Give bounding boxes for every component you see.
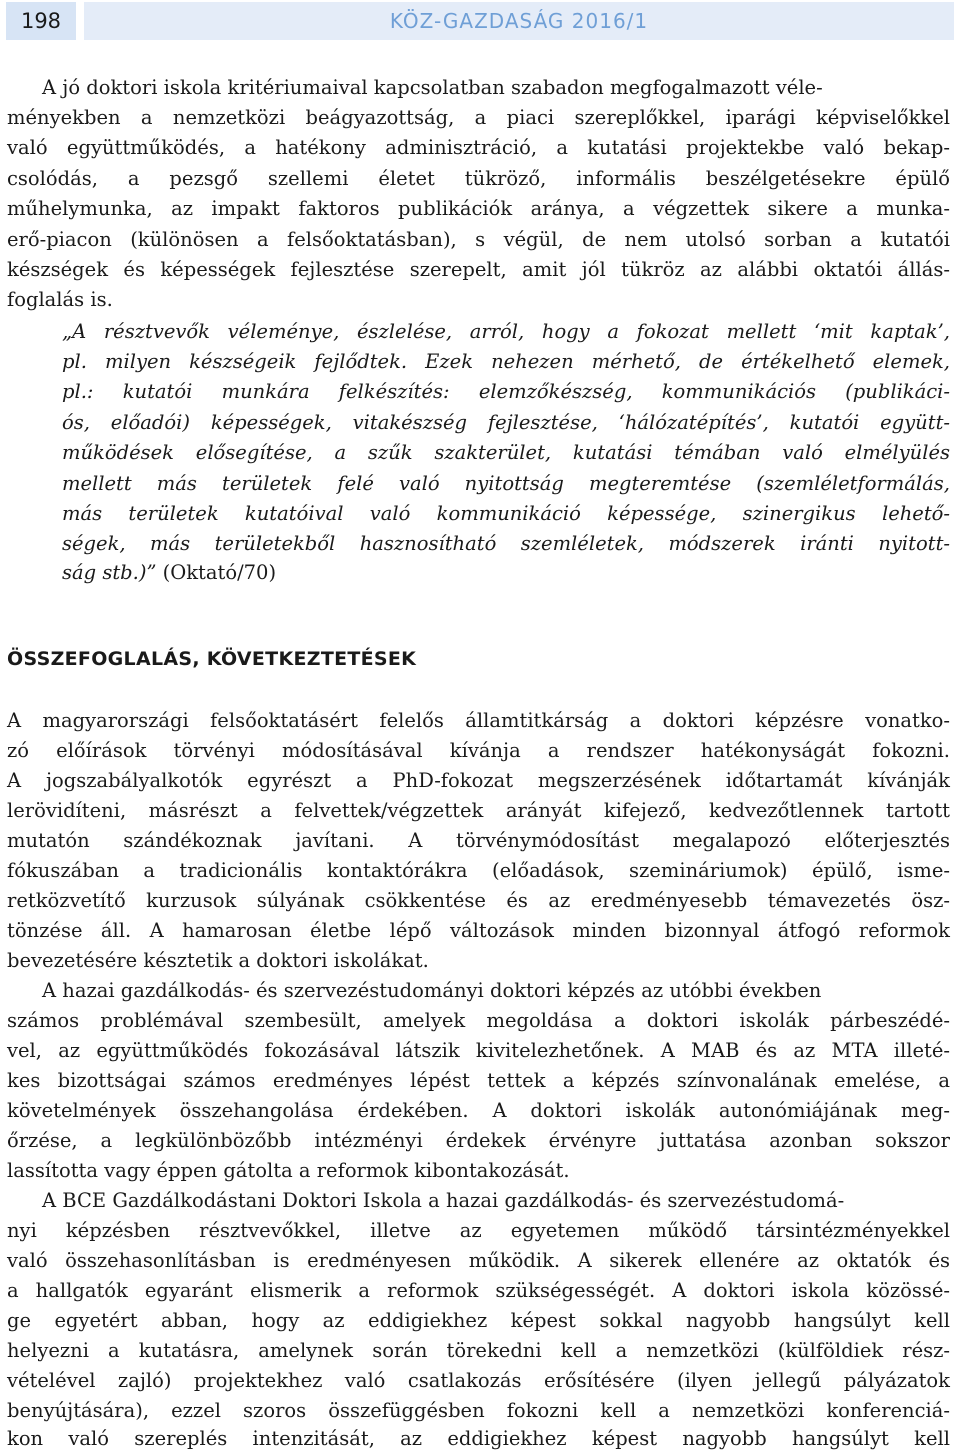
text-line: a hallgatók egyaránt elismerik a reformok szükségességét. A doktori iskola közössé- [7,1279,950,1302]
journal-title: KÖZ-GAZDASÁG 2016/1 [84,2,954,40]
text-line: való összehasonlításban is eredményesen működik. A sikerek ellenére az oktatók és [7,1249,950,1272]
text-line: mutatón szándékoznak javítani. A törvénymódosítást megalapozó előterjesztés [7,829,950,852]
page-header [6,2,954,40]
text-line: A hazai gazdálkodás- és szervezéstudományi doktori képzés az utóbbi években [42,979,822,1002]
text-line: számos problémával szembesült, amelyek megoldása a doktori iskolák párbeszédé- [7,1009,950,1032]
text-line: műhelymunka, az impakt faktoros publikációk aránya, a végzettek sikere a munka- [7,197,950,220]
text-line: tönzése áll. A hamarosan életbe lépő változások minden bizonnyal átfogó reformok [7,919,950,942]
quote-line: „A résztvevők véleménye, észlelése, arról, hogy a fokozat mellett ‘mit kaptak’, [62,320,950,343]
quote-last-line [62,558,950,587]
text-line: való együttműködés, a hatékony adminisztráció, a kutatási projektekbe való bekap- [7,136,950,159]
text-line: vel, az együttműködés fokozásával látszik kivitelezhetőnek. A MAB és az MTA illeté- [7,1039,950,1062]
text-line: ge egyetért abban, hogy az eddigiekhez képest sokkal nagyobb hangsúlyt kell [7,1309,950,1332]
text-line: helyezni a kutatásra, amelynek során törekedni kell a nemzetközi (külföldiek rész- [7,1339,950,1362]
quote-attribution: (Oktató/70) [156,561,277,584]
text-line: retközvetítő kurzusok súlyának csökkentése és az eredményesebb témavezetés ösz- [7,889,950,912]
text-line: nyi képzésben résztvevőkkel, illetve az egyetemen működő társintézményekkel [7,1219,950,1242]
text-line: A jogszabályalkotók egyrészt a PhD-fokozat megszerzésének időtartamát kívánják [7,769,950,792]
text-line: csolódás, a pezsgő szellemi életet tükröző, informális beszélgetésekre épülő [7,167,950,190]
text-line: zó előírások törvényi módosításával kívánja a rendszer hatékonyságát fokozni. [7,739,950,762]
quote-line: pl.: kutatói munkára felkészítés: elemzőkészség, kommunikációs (publikáci- [62,380,950,403]
quote-line: működések elősegítése, a szűk szakterület, kutatási témában való elmélyülés [62,441,950,464]
quote-line: más területek kutatóival való kommunikáció képessége, szinergikus lehető- [62,502,950,525]
text-line: követelmények összehangolása érdekében. A doktori iskolák autonómiájának meg- [7,1099,950,1122]
text-line: lassította vagy éppen gátolta a reformok kibontakozását. [7,1159,570,1182]
text-line: benyújtására), ezzel szoros összefüggésben fokozni kell a nemzetközi konferenciá- [7,1399,950,1422]
quote-line: mellett más területek felé való nyitottság megteremtése (szemléletformálás, [62,472,950,495]
quote-text: ság stb.)” [62,561,157,584]
quote-line: ós, előadói) képességek, vitakészség fejlesztése, ‘hálózatépítés’, kutatói együtt- [62,411,950,434]
text-line: lerövidíteni, másrészt a felvettek/végzettek arányát kifejező, kedvezőtlennek tartott [7,799,950,822]
quote-line: ségek, más területekből hasznosítható szemléletek, módszerek iránti nyitott- [62,532,950,555]
text-line: vételével zajló) projektekhez való csatlakozás erősítésére (ilyen jellegű pályázatok [7,1369,950,1392]
text-line: kon való szereplés intenzitását, az eddigiekhez képest nagyobb hangsúlyt kell [7,1427,950,1450]
page-number: 198 [6,2,76,40]
text-line: A magyarországi felsőoktatásért felelős államtitkárság a doktori képzésre vonatko- [7,709,950,732]
text-line: erő-piacon (különösen a felsőoktatásban), s végül, de nem utolsó sorban a kutatói [7,228,950,251]
quote-line: pl. milyen készségeik fejlődtek. Ezek nehezen mérhető, de értékelhető elemek, [62,350,950,373]
text-line: A BCE Gazdálkodástani Doktori Iskola a hazai gazdálkodás- és szervezéstudomá- [42,1189,845,1212]
text-line: őrzése, a legkülönbözőbb intézményi érdekek érvényre juttatása azonban sokszor [7,1129,950,1152]
text-line: kes bizottságai számos eredményes lépést tettek a képzés színvonalának emelése, a [7,1069,950,1092]
text-line: készségek és képességek fejlesztése szerepelt, amit jól tükröz az alábbi oktatói állás- [7,258,950,281]
text-line: A jó doktori iskola kritériumaival kapcsolatban szabadon megfogalmazott véle- [42,76,823,99]
text-line: foglalás is. [7,288,113,311]
text-line: ményekben a nemzetközi beágyazottság, a piaci szereplőkkel, iparági képviselőkkel [7,106,950,129]
section-heading: ÖSSZEFOGLALÁS, KÖVETKEZTETÉSEK [7,648,417,670]
text-line: fókuszában a tradicionális kontaktórákra (előadások, szemináriumok) épülő, isme- [7,859,950,882]
text-line: bevezetésére késztetik a doktori iskolákat. [7,949,429,972]
